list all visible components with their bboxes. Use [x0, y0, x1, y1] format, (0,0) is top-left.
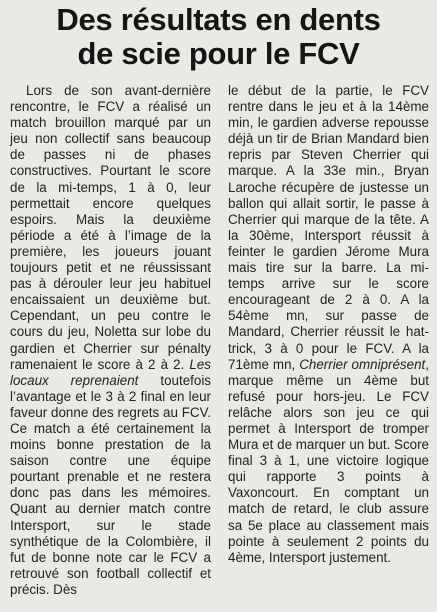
headline-line-2: de scie pour le FCV	[77, 36, 360, 71]
emphasized-text: Les locaux reprenaient	[10, 356, 211, 388]
paragraph-text: , marque même un 4ème but refusé pour hors-jeu. Le FCV relâche alors son jeu ce qui permet à Intersport de tromper Mura et de marquer un but. Score final 3 à 1, une victoire logique qui rapporte 3 points à Vaxoncourt. En comptant un match de retard, le club assure sa 5e place au classement mais pointe à seulement 2 points du 4ème, Intersport justement.	[228, 356, 429, 565]
headline-line-1: Des résultats en dents	[56, 2, 381, 37]
article-paragraph	[228, 83, 429, 566]
paragraph-text: Lors de son avant-dernière rencontre, le FCV a réalisé un match brouillon marqué par un jeu non collectif sans beaucoup de passes ni de phases constructives. Pourtant le score de la mi-temps, 1 à 0, leur permettait encore quelques espoirs. Mais la deuxième période a été à l’image de la première, les joueurs jouant toujours petit et ne réussissant pas à dérouler leur jeu habituel encaissaient un deuxième but. Cependant, un peu contre le cours du jeu, Noletta sur lobe du gardien et Cherrier sur pénalty ramenaient le score à 2 à 2.	[10, 83, 211, 372]
paragraph-text: le début de la partie, le FCV rentre dans le jeu et à la 14ème min, le gardien adverse repousse déjà un tir de Brian Mandard bien repris par Steven Cherrier qui marque. A la 33e min., Bryan Laroche récupère de justesse un ballon qui allait sortir, le passe à Cherrier qui marque de la tête. A la 30ème, Intersport réussit à feinter le gardien Jérome Mura mais tire sur la barre. La mi-temps arrive sur le score encourageant de 2 à 0. A la 54ème mn, sur passe de Mandard, Cherrier réussit le hat-trick, 3 à 0 pour le FCV. A la 71ème mn,	[228, 83, 429, 372]
article-paragraph	[10, 83, 211, 598]
article-headline	[8, 3, 429, 71]
paragraph-text: toutefois l’avantage et le 3 à 2 final en leur faveur donne des regrets au FCV. Ce match a été certainement la moins bonne prestation de la saison contre une équipe pourtant prenable et ne restera donc pas dans les mémoires. Quant au dernier match contre Intersport, sur le stade synthétique de la Colombière, il fut de bonne note car le FCV a retrouvé son football collectif et précis. Dès	[10, 372, 211, 597]
article-body	[10, 83, 429, 612]
article-column-right	[228, 83, 429, 612]
article-column-left	[10, 83, 211, 612]
emphasized-text: Cherrier omniprésent	[299, 356, 426, 372]
